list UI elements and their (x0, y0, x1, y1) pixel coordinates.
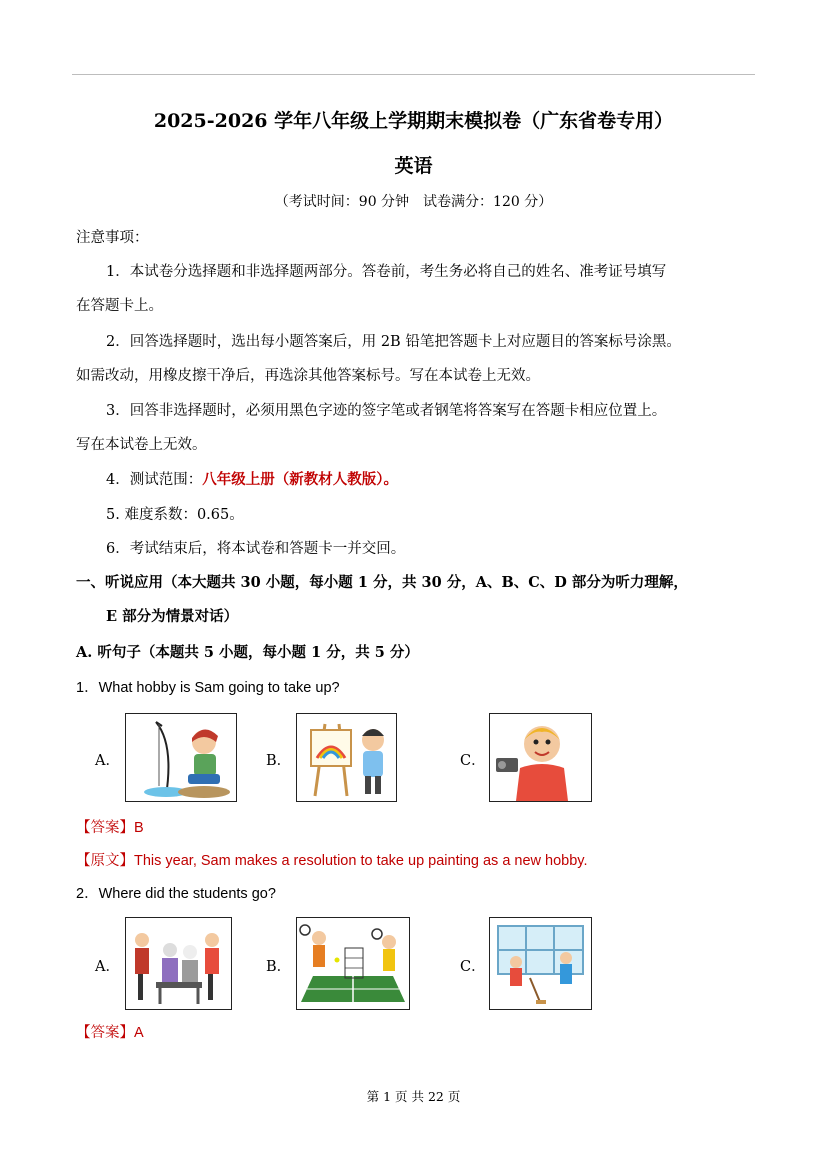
q1-answer-tag: 【答案】 (76, 820, 134, 836)
page-footer: 第 1 页 共 22 页 (366, 1089, 461, 1104)
question-2-stem: 2．Where did the students go? (76, 886, 276, 902)
q1-option-b-painting-image (296, 713, 397, 802)
q1-option-b-label: B． (266, 753, 292, 769)
section-1-heading-line-1: 一、听说应用（本大题共 30 小题，每小题 1 分，共 30 分，A、B、C、D 部分为听力理解， (76, 574, 688, 591)
q2-answer (76, 1023, 144, 1043)
q2-option-a-nursing-home-image (125, 917, 232, 1010)
q2-option-b-tennis-court-image (296, 917, 410, 1010)
note-4-scope: 八年级上册（新教材人教版）。 (202, 471, 398, 488)
note-1-line-2: 在答题卡上。 (76, 298, 163, 314)
note-1-line-1: 1．本试卷分选择题和非选择题两部分。答卷前，考生务必将自己的姓名、准考证号填写 (106, 264, 667, 280)
question-1-stem: 1．What hobby is Sam going to take up? (76, 680, 340, 696)
q1-answer (76, 818, 144, 838)
note-4-prefix: 4．测试范围： (106, 472, 203, 488)
section-1-heading-line-2: E 部分为情景对话） (106, 608, 239, 625)
subject-title: 英语 (394, 155, 433, 177)
note-3-line-2: 写在本试卷上无效。 (76, 437, 207, 453)
q2-answer-tag: 【答案】 (76, 1025, 134, 1041)
q1-option-c-label: C． (460, 753, 486, 769)
q1-answer-value: B (134, 820, 144, 836)
q2-option-c-classroom-image (489, 917, 592, 1010)
notes-heading: 注意事项： (76, 230, 149, 246)
paper-title: 2025-2026 学年八年级上学期期末模拟卷（广东省卷专用） (153, 110, 674, 132)
q1-option-a-label: A． (95, 753, 120, 769)
part-a-heading: A. 听句子（本题共 5 小题，每小题 1 分，共 5 分） (76, 644, 419, 661)
q1-script-tag: 【原文】 (76, 853, 134, 869)
q1-script (76, 851, 588, 871)
q2-option-b-label: B． (266, 959, 292, 975)
note-6: 6．考试结束后，将本试卷和答题卡一并交回。 (106, 541, 406, 557)
note-3-line-1: 3．回答非选择题时，必须用黑色字迹的签字笔或者钢笔将答案写在答题卡相应位置上。 (106, 403, 667, 419)
note-2-line-2: 如需改动，用橡皮擦干净后，再选涂其他答案标号。写在本试卷上无效。 (76, 368, 540, 384)
note-5: 5. 难度系数：0.65。 (106, 507, 244, 523)
q2-option-a-label: A． (95, 959, 120, 975)
note-2-line-1: 2．回答选择题时，选出每小题答案后，用 2B 铅笔把答题卡上对应题目的答案标号涂黑。 (106, 334, 681, 350)
exam-info: （考试时间：90 分钟 试卷满分：120 分） (274, 194, 553, 210)
q2-answer-value: A (134, 1025, 144, 1041)
top-rule (72, 74, 755, 75)
q1-script-text: This year, Sam makes a resolution to take up painting as a new hobby. (134, 853, 588, 869)
note-4 (106, 470, 398, 490)
q1-option-a-fishing-image (125, 713, 237, 802)
q2-option-c-label: C． (460, 959, 486, 975)
q1-option-c-photography-image (489, 713, 592, 802)
